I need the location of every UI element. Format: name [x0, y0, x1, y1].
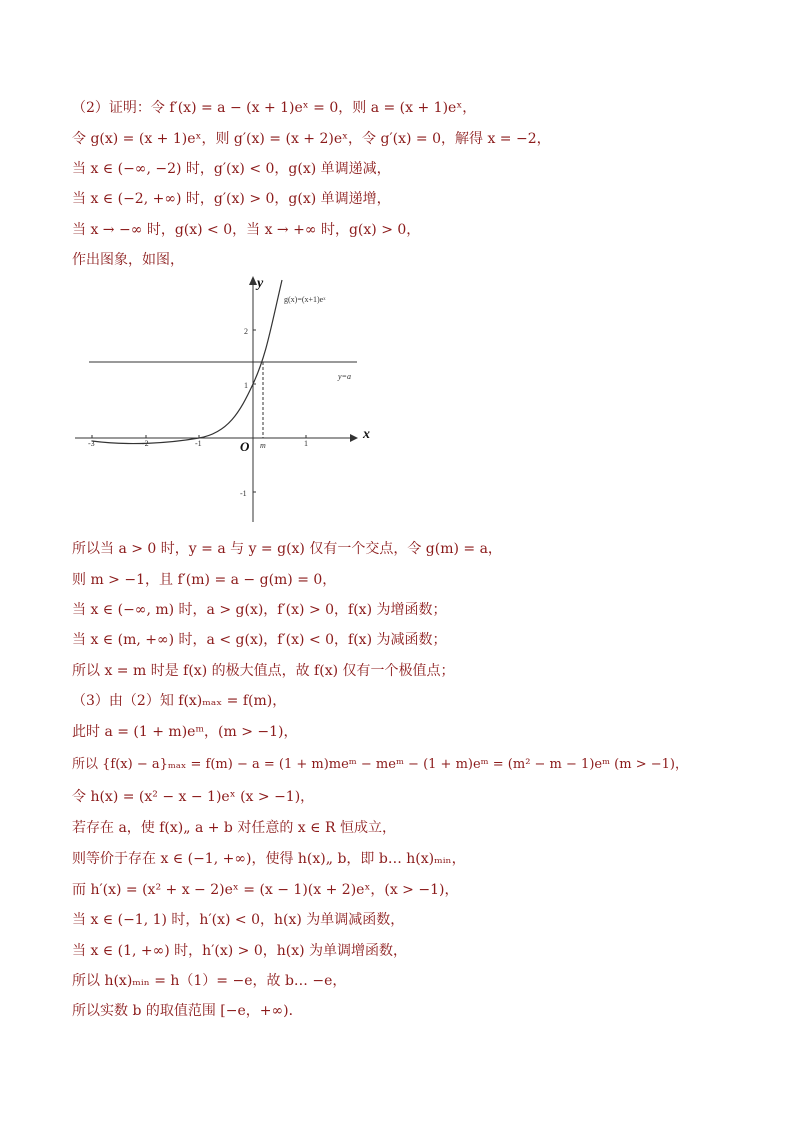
line-2: 令 g(x) = (x + 1)eˣ，则 g′(x) = (x + 2)eˣ，令 g′(x) = 0，解得 x = −2，: [72, 131, 551, 147]
x-axis-label: x: [363, 427, 370, 442]
line-20: 当 x ∈ (1, +∞) 时，h′(x) > 0，h(x) 为单调增函数，: [72, 943, 408, 959]
line-5: 当 x → −∞ 时，g(x) < 0，当 x → +∞ 时，g(x) > 0，: [72, 222, 421, 238]
line-13: 此时 a = (1 + m)eᵐ，(m > −1)，: [72, 724, 298, 740]
y-axis-arrow: [249, 276, 257, 285]
line-21: 所以 h(x)ₘᵢₙ = h（1）= −e，故 b… −e，: [72, 973, 347, 989]
x-tick-label: 1: [304, 439, 308, 448]
line-15: 令 h(x) = (x² − x − 1)eˣ (x > −1)，: [72, 789, 315, 805]
line-11: 所以 x = m 时是 f(x) 的极大值点，故 f(x) 仅有一个极值点；: [72, 663, 455, 679]
line-12: （3）由（2）知 f(x)ₘₐₓ = f(m)，: [72, 693, 287, 709]
line-19: 当 x ∈ (−1, 1) 时，h′(x) < 0，h(x) 为单调减函数，: [72, 912, 405, 928]
curve-label: g(x)=(x+1)eˣ: [284, 295, 326, 304]
y-tick-label: 1: [244, 381, 248, 390]
origin-label: O: [240, 439, 250, 454]
line-18: 而 h′(x) = (x² + x − 2)eˣ = (x − 1)(x + 2)eˣ，(x > −1)，: [72, 882, 459, 898]
y-tick-label: 2: [244, 327, 248, 336]
function-graph: [70, 272, 370, 527]
line-17: 则等价于存在 x ∈ (−1, +∞)，使得 h(x)„ b，即 b… h(x)ₘᵢₙ，: [72, 851, 466, 867]
line-14: 所以 {f(x) − a}ₘₐₓ = f(m) − a = (1 + m)meᵐ − meᵐ − (1 + m)eᵐ = (m² − m − 1)eᵐ (m > −1)，: [72, 757, 688, 772]
line-3: 当 x ∈ (−∞, −2) 时，g′(x) < 0，g(x) 单调递减，: [72, 161, 391, 177]
m-label: m: [260, 441, 266, 450]
line-16: 若存在 a，使 f(x)„ a + b 对任意的 x ∈ R 恒成立，: [72, 820, 396, 836]
line-1: （2）证明：令 f′(x) = a − (x + 1)eˣ = 0，则 a = (x + 1)eˣ，: [72, 100, 477, 116]
line-6: 作出图象，如图，: [72, 252, 184, 268]
line-y-a-label: y=a: [338, 372, 351, 381]
line-7: 所以当 a > 0 时，y = a 与 y = g(x) 仅有一个交点，令 g(m) = a，: [72, 541, 502, 557]
y-axis-label: y: [257, 276, 264, 291]
line-9: 当 x ∈ (−∞, m) 时，a > g(x)，f′(x) > 0，f(x) 为增函数；: [72, 602, 447, 618]
y-tick-label: -1: [240, 489, 247, 498]
line-22: 所以实数 b 的取值范围 [−e，+∞)．: [72, 1003, 303, 1019]
x-tick-label: -1: [195, 439, 202, 448]
x-axis-arrow: [350, 434, 358, 442]
line-10: 当 x ∈ (m, +∞) 时，a < g(x)，f′(x) < 0，f(x) 为减函数；: [72, 632, 447, 648]
x-tick-label: -3: [88, 439, 95, 448]
line-4: 当 x ∈ (−2, +∞) 时，g′(x) > 0，g(x) 单调递增，: [72, 191, 391, 207]
line-8: 则 m > −1，且 f′(m) = a − g(m) = 0，: [72, 572, 337, 588]
x-tick-label: -2: [142, 439, 149, 448]
